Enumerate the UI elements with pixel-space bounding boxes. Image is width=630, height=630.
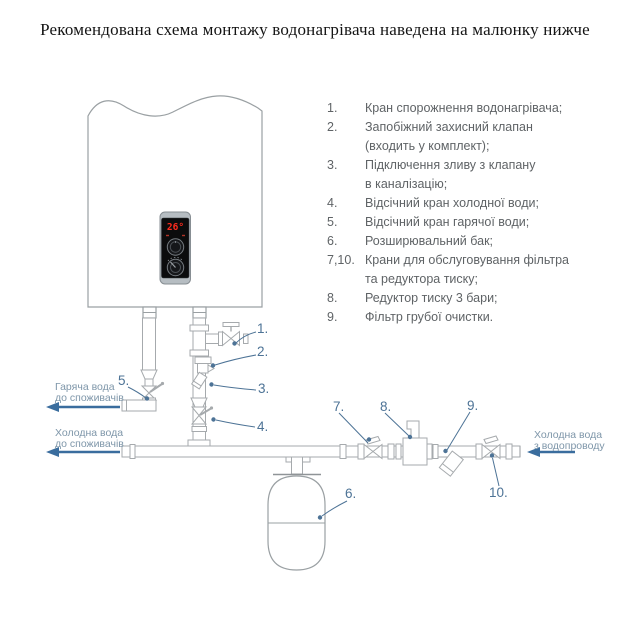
legend-item-text: Фільтр грубої очистки. bbox=[365, 310, 494, 324]
hot-water-out-flow bbox=[46, 381, 124, 412]
cold-out-label-line1: Холодна вода bbox=[55, 427, 124, 439]
hot-outlet-pipe bbox=[122, 400, 156, 411]
callout-8: 8. bbox=[380, 399, 392, 414]
legend-item-text: Відсічний кран гарячої води; bbox=[365, 215, 530, 229]
legend-item-text: Крани для обслуговування фільтра bbox=[365, 253, 570, 267]
callout-4: 4. bbox=[257, 419, 269, 434]
legend-item-number: 5. bbox=[327, 215, 338, 229]
callout-2: 2. bbox=[257, 344, 269, 359]
cold-water-out-flow bbox=[46, 427, 124, 457]
legend-item-text2: та редуктора тиску; bbox=[365, 272, 478, 286]
cold-out-label-line2: до споживачів bbox=[55, 438, 124, 450]
legend-item-text: Розширювальний бак; bbox=[365, 234, 494, 248]
legend-item-text: Запобіжний захисний клапан bbox=[365, 120, 533, 134]
callout-3: 3. bbox=[258, 381, 270, 396]
legend-item-number: 1. bbox=[327, 101, 338, 115]
callout-6: 6. bbox=[345, 486, 357, 501]
heater-outlet-stub bbox=[143, 307, 156, 318]
legend-item-number: 9. bbox=[327, 310, 338, 324]
temperature-knob bbox=[167, 239, 183, 255]
legend-item-text2: в каналізацію; bbox=[365, 177, 448, 191]
callout-7: 7. bbox=[333, 399, 345, 414]
page-title: Рекомендована схема монтажу водонагрівача наведена на малюнку нижче bbox=[40, 20, 590, 39]
legend-item-number: 3. bbox=[327, 158, 338, 172]
callout-5: 5. bbox=[118, 373, 130, 388]
hot-out-label-line2: до споживачів bbox=[55, 392, 124, 404]
legend-item-number: 8. bbox=[327, 291, 338, 305]
cold-in-label-line1: Холодна вода bbox=[534, 429, 603, 441]
legend-item-number: 7,10. bbox=[327, 253, 355, 267]
callout-1: 1. bbox=[257, 321, 269, 336]
main-cold-line bbox=[122, 421, 520, 476]
cold-in-label-line2: з водопроводу bbox=[534, 440, 605, 452]
pipe-taper bbox=[141, 370, 157, 379]
legend-item-number: 2. bbox=[327, 120, 338, 134]
legend-item-text: Редуктор тиску 3 бари; bbox=[365, 291, 498, 305]
water-heater bbox=[88, 96, 262, 318]
pressure-reducer bbox=[396, 421, 432, 465]
cold-feed-pipe bbox=[188, 318, 248, 447]
callout-9: 9. bbox=[467, 398, 479, 413]
legend-item-number: 4. bbox=[327, 196, 338, 210]
temperature-display: 26° bbox=[166, 222, 185, 233]
cold-water-in-flow bbox=[527, 429, 605, 457]
hot-out-label-line1: Гаряча вода bbox=[55, 381, 115, 393]
hot-water-pipe bbox=[122, 318, 164, 411]
legend-item-text2: (входить у комплект); bbox=[365, 139, 490, 153]
expansion-tank bbox=[268, 457, 325, 570]
legend-item-text: Відсічний кран холодної води; bbox=[365, 196, 539, 210]
legend-item-number: 6. bbox=[327, 234, 338, 248]
legend-item-text: Кран спорожнення водонагрівача; bbox=[365, 101, 563, 115]
callout-10: 10. bbox=[489, 485, 508, 500]
control-panel bbox=[160, 212, 191, 284]
heater-inlet-stub bbox=[193, 307, 206, 318]
drain-valve bbox=[206, 323, 249, 346]
legend-item-text: Підключення зливу з клапану bbox=[365, 158, 536, 172]
